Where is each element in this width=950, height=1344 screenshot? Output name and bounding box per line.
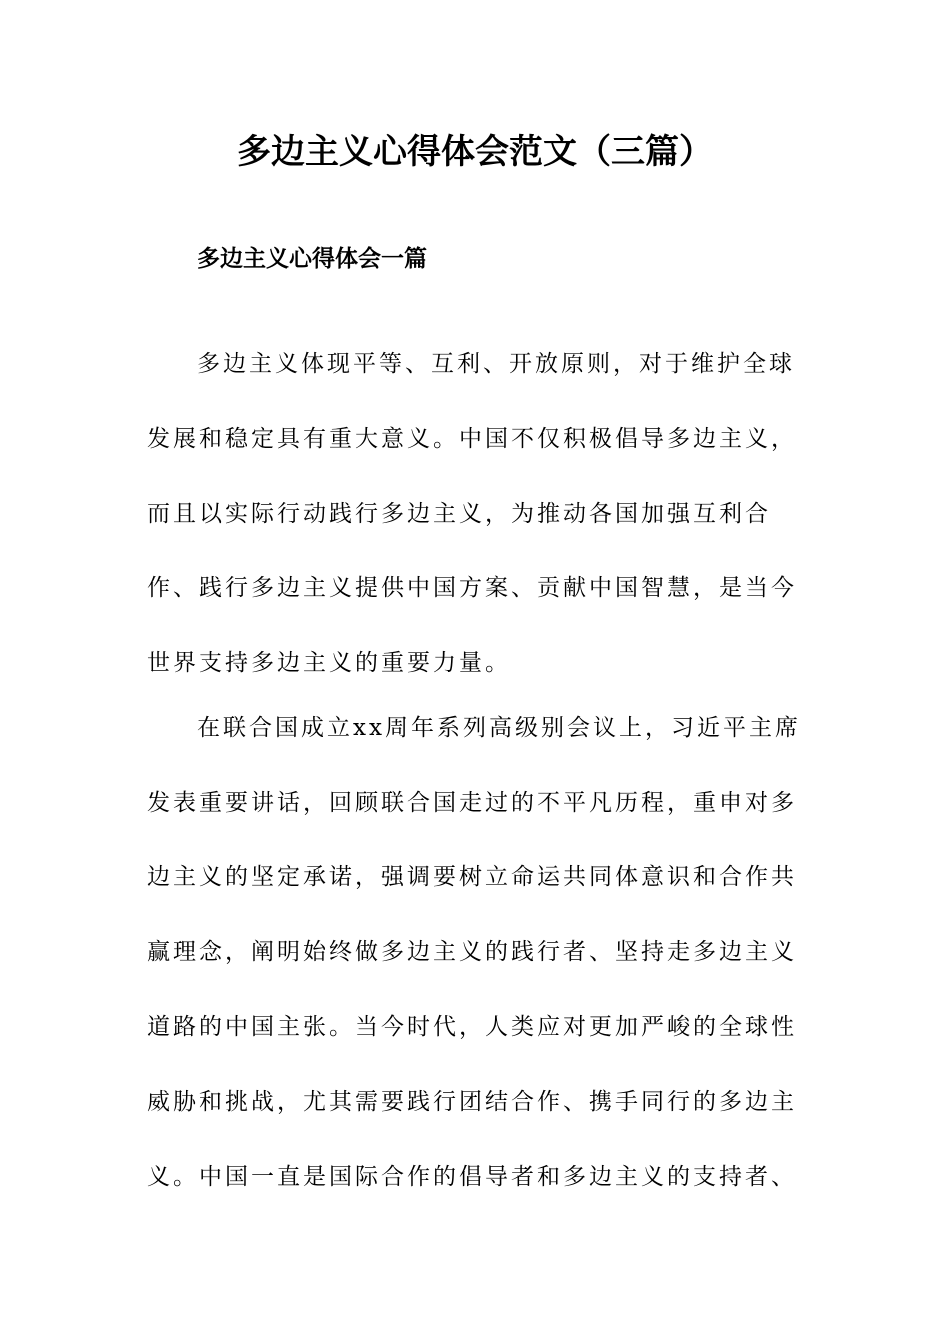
paragraph-line: 在联合国成立xx周年系列高级别会议上，习近平主席 xyxy=(197,715,801,741)
paragraph-line: 发展和稳定具有重大意义。中国不仅积极倡导多边主义， xyxy=(147,426,797,452)
paragraph-line: 作、践行多边主义提供中国方案、贡献中国智慧，是当今 xyxy=(147,575,797,601)
section-heading: 多边主义心得体会一篇 xyxy=(197,246,427,272)
page-title: 多边主义心得体会范文（三篇） xyxy=(237,132,713,172)
paragraph-line: 边主义的坚定承诺，强调要树立命运共同体意识和合作共 xyxy=(147,864,797,890)
paragraph-line: 发表重要讲话，回顾联合国走过的不平凡历程，重申对多 xyxy=(147,790,797,816)
paragraph-line: 威胁和挑战，尤其需要践行团结合作、携手同行的多边主 xyxy=(147,1089,797,1115)
paragraph-line: 赢理念，阐明始终做多边主义的践行者、坚持走多边主义 xyxy=(147,939,797,965)
paragraph-line: 义。中国一直是国际合作的倡导者和多边主义的支持者、 xyxy=(147,1164,797,1190)
paragraph-line: 多边主义体现平等、互利、开放原则，对于维护全球 xyxy=(197,351,795,377)
paragraph-line: 而且以实际行动践行多边主义，为推动各国加强互利合 xyxy=(147,501,771,527)
paragraph-line: 世界支持多边主义的重要力量。 xyxy=(147,650,511,676)
paragraph-line: 道路的中国主张。当今时代，人类应对更加严峻的全球性 xyxy=(147,1014,797,1040)
